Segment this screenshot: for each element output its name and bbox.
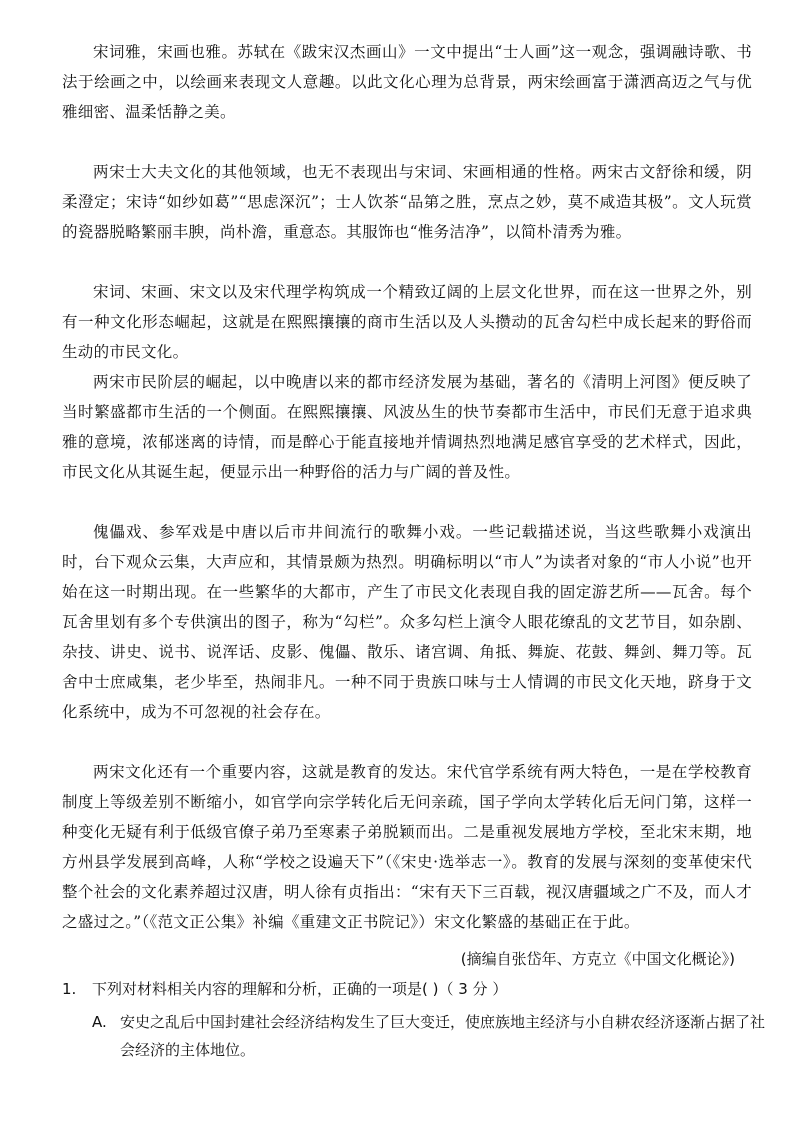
option-a[interactable] (92, 1008, 770, 1064)
option-text: 安史之乱后中国封建社会经济结构发生了巨大变迁，使庶族地主经济与小自耕农经济逐渐占据了社会经济的主体地位。 (120, 1013, 766, 1059)
paragraph-1: 宋词雅，宋画也雅。苏轼在《跋宋汉杰画山》一文中提出“士人画”这一观念，强调融诗歌、书法于绘画之中，以绘画来表现文人意趣。以此文化心理为总背景，两宋绘画富于潇洒高迈之气与优雅细密、温柔恬静之美。 (62, 43, 752, 121)
paragraph-4: 两宋市民阶层的崛起，以中晚唐以来的都市经济发展为基础，著名的《清明上河图》便反映了当时繁盛都市生活的一个侧面。在熙熙攘攘、风波丛生的快节奏都市生活中，市民们无意于追求典雅的意境，浓郁迷离的诗情，而是醉心于能直接地并情调热烈地满足感官享受的艺术样式，因此，市民文化从其诞生起，便显示出一种野俗的活力与广阔的普及性。 (62, 373, 752, 481)
question-number: 1. (62, 980, 77, 998)
option-label: A. (92, 1013, 107, 1031)
question-1 (62, 975, 752, 1003)
paragraph-5: 傀儡戏、参军戏是中唐以后市井间流行的歌舞小戏。一些记载描述说，当这些歌舞小戏演出时，台下观众云集，大声应和，其情景颇为热烈。明确标明以“市人”为读者对象的“市人小说”也开始在这一时期出现。在一些繁华的大都市，产生了市民文化表现自我的固定游艺所——瓦舍。每个瓦舍里划有多个专供演出的图子，称为“勾栏”。众多勾栏上演令人眼花缭乱的文艺节目，如杂剧、杂技、讲史、说书、说浑话、皮影、傀儡、散乐、诸宫调、角抵、舞旋、花鼓、舞剑、舞刀等。瓦舍中士庶咸集，老少毕至，热闹非凡。一种不同于贵族口味与士人情调的市民文化天地，跻身于文化系统中，成为不可忽视的社会存在。 (62, 523, 752, 721)
paragraph-2: 两宋士大夫文化的其他领域，也无不表现出与宋词、宋画相通的性格。两宋古文舒徐和缓，阴柔澄定；宋诗“如纱如葛”“思虑深沉”；士人饮茶“品第之胜，烹点之妙，莫不咸造其极”。文人玩赏的瓷器脱略繁丽丰腴，尚朴澹，重意态。其服饰也“惟务洁净”，以简朴清秀为雅。 (62, 163, 752, 241)
paragraph-3: 宋词、宋画、宋文以及宋代理学构筑成一个精致辽阔的上层文化世界，而在这一世界之外，别有一种文化形态崛起，这就是在熙熙攘攘的商市生活以及人头攒动的瓦舍勾栏中成长起来的野俗而生动的市民文化。 (62, 283, 752, 361)
question-text: 下列对材料相关内容的理解和分析，正确的一项是( )（ 3 分 ） (92, 980, 508, 998)
paragraph-6: 两宋文化还有一个重要内容，这就是教育的发达。宋代官学系统有两大特色，一是在学校教育制度上等级差别不断缩小，如官学向宗学转化后无问亲疏，国子学向太学转化后无问门第，这样一种变化无疑有利于低级官僚子弟乃至寒素子弟脱颖而出。二是重视发展地方学校，至北宋末期，地方州县学发展到高峰，人称“学校之设遍天下”（《宋史·选举志一》。教育的发展与深刻的变革使宋代整个社会的文化素养超过汉唐，明人徐有贞指出：“宋有天下三百载，视汉唐疆域之广不及，而人才之盛过之。”（《范文正公集》补编《重建文正书院记》）宋文化繁盛的基础正在于此。 (62, 763, 752, 931)
source-citation: (摘编自张岱年、方克立《中国文化概论》) (460, 950, 735, 968)
